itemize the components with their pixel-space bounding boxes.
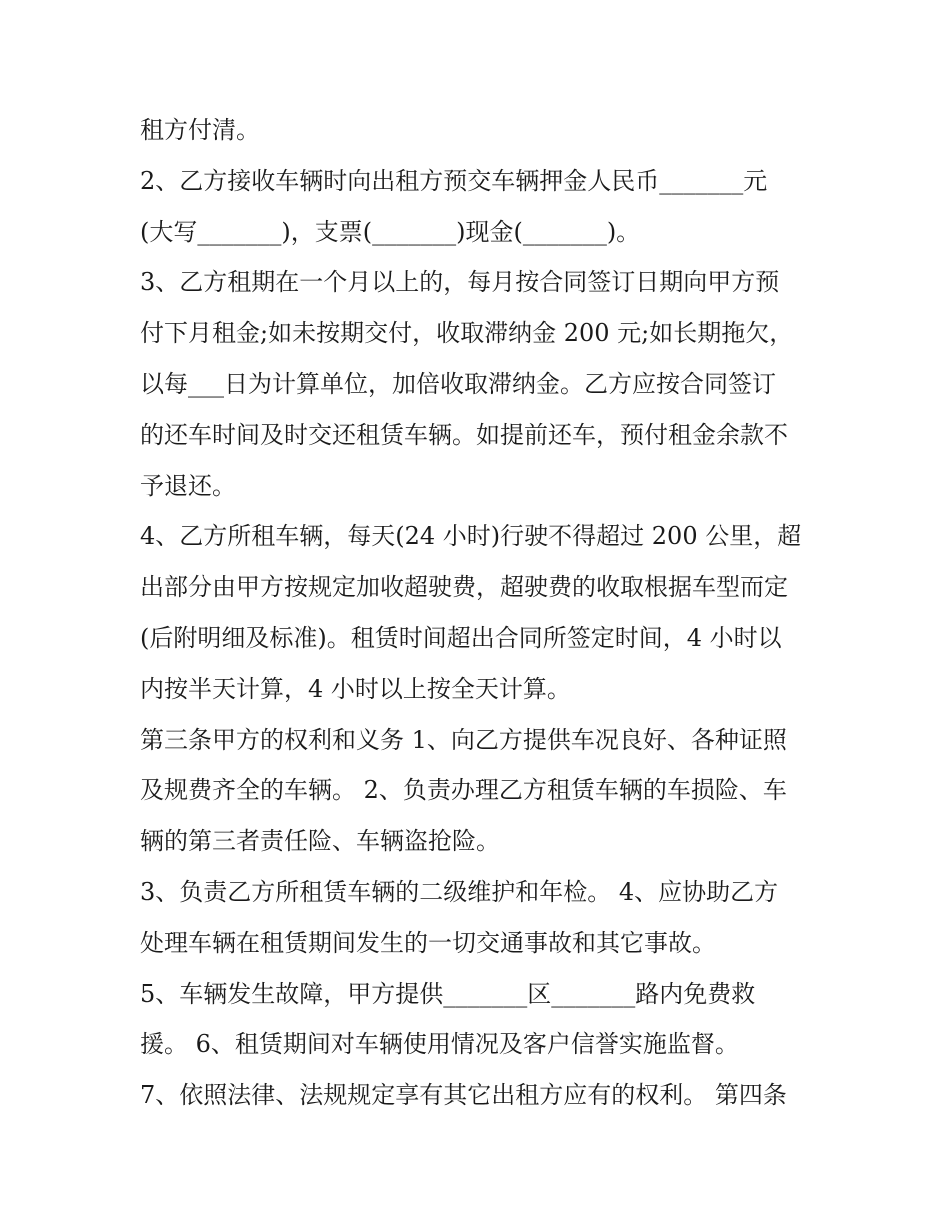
text-line: 4、乙方所租车辆，每天(24 小时)行驶不得超过 200 公里，超 bbox=[140, 522, 802, 551]
contract-body bbox=[140, 105, 820, 1121]
text-line: 及规费齐全的车辆。 2、负责办理乙方租赁车辆的车损险、车 bbox=[140, 776, 787, 805]
text-line: 2、乙方接收车辆时向出租方预交车辆押金人民币_______元 bbox=[140, 166, 768, 195]
text-line: (大写_______)，支票(_______)现金(_______)。 bbox=[140, 217, 641, 246]
text-line: 付下月租金;如未按期交付，收取滞纳金 200 元;如长期拖欠， bbox=[140, 319, 794, 348]
text-line: 援。 6、租赁期间对车辆使用情况及客户信誉实施监督。 bbox=[140, 1030, 739, 1059]
text-line: 处理车辆在租赁期间发生的一切交通事故和其它事故。 bbox=[140, 928, 716, 957]
text-line: 出部分由甲方按规定加收超驶费，超驶费的收取根据车型而定 bbox=[140, 573, 788, 602]
text-line: 5、车辆发生故障，甲方提供_______区_______路内免费救 bbox=[140, 979, 756, 1008]
text-line: 租方付清。 bbox=[140, 116, 260, 144]
text-line: 予退还。 bbox=[140, 471, 236, 500]
text-line: 3、负责乙方所租赁车辆的二级维护和年检。 4、应协助乙方 bbox=[140, 877, 779, 906]
text-line: 3、乙方租期在一个月以上的，每月按合同签订日期向甲方预 bbox=[140, 268, 780, 297]
text-line: 7、依照法律、法规规定享有其它出租方应有的权利。 第四条 bbox=[140, 1081, 787, 1110]
text-line: 以每___日为计算单位，加倍收取滞纳金。乙方应按合同签订 bbox=[140, 369, 776, 398]
text-line: (后附明细及标准)。租赁时间超出合同所签定时间，4 小时以 bbox=[140, 623, 782, 652]
text-line: 的还车时间及时交还租赁车辆。如提前还车，预付租金余款不 bbox=[140, 420, 788, 449]
text-line: 内按半天计算，4 小时以上按全天计算。 bbox=[140, 674, 571, 703]
text-line: 第三条甲方的权利和义务 1、向乙方提供车况良好、各种证照 bbox=[140, 725, 787, 754]
text-line: 辆的第三者责任险、车辆盗抢险。 bbox=[140, 827, 500, 856]
